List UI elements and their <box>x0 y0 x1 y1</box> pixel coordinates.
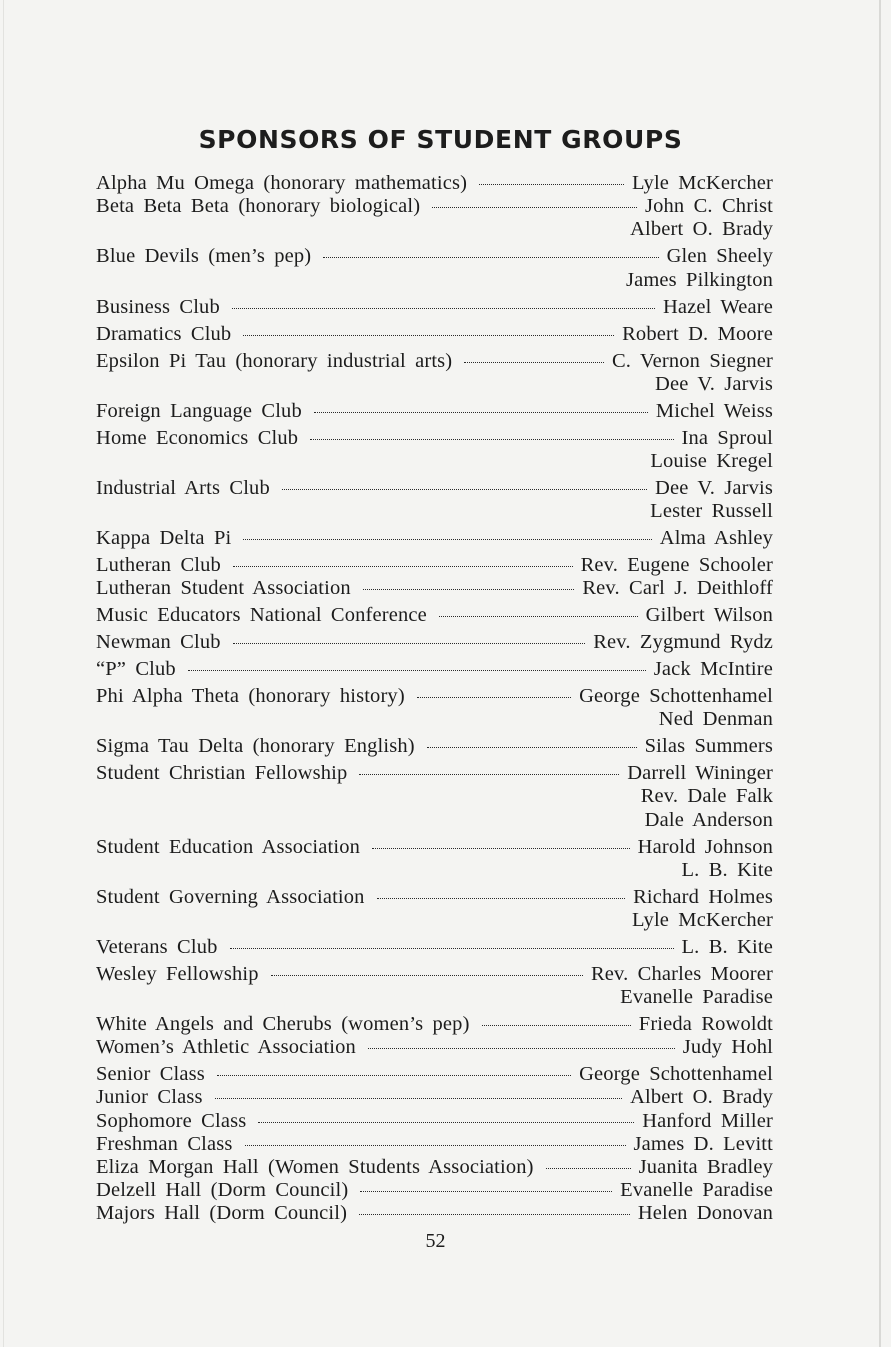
sponsor-name: Michel Weiss <box>655 399 773 422</box>
group-name: Foreign Language Club <box>96 399 302 422</box>
list-item-continuation <box>96 450 773 473</box>
list-item-continuation <box>96 859 773 882</box>
dot-leader <box>233 643 586 644</box>
sponsor-name: L. B. Kite <box>681 935 773 958</box>
dot-leader <box>243 539 651 540</box>
list-item-continuation <box>96 909 773 932</box>
dot-leader <box>215 1098 622 1099</box>
list-item <box>96 554 773 577</box>
group-name: Business Club <box>96 295 220 318</box>
group-name: Student Education Association <box>96 835 361 858</box>
list-item-continuation <box>96 373 773 396</box>
sponsor-name: Jack McIntire <box>653 658 773 681</box>
sponsor-name: Albert O. Brady <box>630 1086 773 1109</box>
sponsor-name: James Pilkington <box>625 268 773 291</box>
group-name: Junior Class <box>96 1086 203 1109</box>
dot-leader <box>464 362 604 363</box>
sponsor-name: Glen Sheely <box>666 245 773 268</box>
sponsor-name: Frieda Rowoldt <box>638 1013 773 1036</box>
list-item <box>96 1013 773 1036</box>
dot-leader <box>360 1191 612 1192</box>
list-item <box>96 195 773 218</box>
list-item <box>96 577 773 600</box>
list-item <box>96 427 773 450</box>
dot-leader <box>230 948 674 949</box>
group-name: Sophomore Class <box>96 1109 247 1132</box>
list-item <box>96 762 773 785</box>
group-name: Dramatics Club <box>96 322 232 345</box>
dot-leader <box>359 1214 630 1215</box>
list-item <box>96 836 773 859</box>
sponsor-name: Silas Summers <box>644 735 773 758</box>
list-item <box>96 1156 773 1179</box>
list-item-continuation <box>96 986 773 1009</box>
sponsor-name: Rev. Zygmund Rydz <box>593 631 773 654</box>
sponsor-list <box>96 172 773 1226</box>
group-name: Home Economics Club <box>96 426 299 449</box>
group-name: Student Christian Fellowship <box>96 762 348 785</box>
list-item <box>96 1110 773 1133</box>
list-item <box>96 631 773 654</box>
sponsor-name: Dee V. Jarvis <box>655 372 773 395</box>
dot-leader <box>417 697 571 698</box>
sponsor-name: Evanelle Paradise <box>620 986 773 1009</box>
page-right-edge <box>879 0 881 1347</box>
dot-leader <box>479 184 624 185</box>
group-name: White Angels and Cherubs (women’s pep) <box>96 1013 470 1036</box>
sponsor-name: Rev. Dale Falk <box>640 785 773 808</box>
page-left-edge <box>3 0 4 1347</box>
group-name: Alpha Mu Omega (honorary mathematics) <box>96 172 468 194</box>
sponsor-name: Hanford Miller <box>642 1109 773 1132</box>
dot-leader <box>271 975 583 976</box>
sponsor-name: George Schottenhamel <box>579 685 773 708</box>
group-name: Phi Alpha Theta (honorary history) <box>96 685 405 708</box>
sponsor-name: Richard Holmes <box>633 885 773 908</box>
group-name: “P” Club <box>96 658 176 681</box>
list-item <box>96 400 773 423</box>
dot-leader <box>310 439 673 440</box>
dot-leader <box>372 848 630 849</box>
list-item-continuation <box>96 500 773 523</box>
dot-leader <box>368 1048 675 1049</box>
group-name: Freshman Class <box>96 1132 233 1155</box>
list-item-continuation <box>96 785 773 808</box>
group-name: Newman Club <box>96 631 221 654</box>
sponsor-name: Ina Sproul <box>681 426 773 449</box>
dot-leader <box>377 898 626 899</box>
list-item-continuation <box>96 269 773 292</box>
sponsor-name: Rev. Charles Moorer <box>590 962 773 985</box>
dot-leader <box>432 207 637 208</box>
list-item <box>96 735 773 758</box>
list-item <box>96 963 773 986</box>
sponsor-name: Helen Donovan <box>637 1202 773 1225</box>
dot-leader <box>282 489 647 490</box>
list-item <box>96 1202 773 1225</box>
sponsor-name: Dee V. Jarvis <box>655 476 773 499</box>
group-name: Student Governing Association <box>96 885 365 908</box>
dot-leader <box>427 747 637 748</box>
sponsor-name: Albert O. Brady <box>630 218 773 241</box>
dot-leader <box>363 589 575 590</box>
dot-leader <box>245 1145 626 1146</box>
sponsor-name: John C. Christ <box>645 195 773 218</box>
group-name: Kappa Delta Pi <box>96 527 232 549</box>
list-item <box>96 527 773 550</box>
sponsor-name: James D. Levitt <box>633 1132 773 1155</box>
group-name: Lutheran Club <box>96 553 221 576</box>
sponsor-name: C. Vernon Siegner <box>611 349 773 372</box>
list-item <box>96 477 773 500</box>
list-item <box>96 1086 773 1109</box>
list-item <box>96 323 773 346</box>
list-item <box>96 1063 773 1086</box>
group-name: Sigma Tau Delta (honorary English) <box>96 735 415 758</box>
dot-leader <box>359 774 619 775</box>
sponsor-name: L. B. Kite <box>681 858 773 881</box>
group-name: Delzell Hall (Dorm Council) <box>96 1179 349 1202</box>
list-item <box>96 350 773 373</box>
list-item <box>96 886 773 909</box>
sponsor-name: Harold Johnson <box>637 835 773 858</box>
list-item-continuation <box>96 809 773 832</box>
sponsor-name: Gilbert Wilson <box>645 604 773 627</box>
sponsor-name: Lyle McKercher <box>632 172 773 194</box>
dot-leader <box>314 412 648 413</box>
list-item <box>96 685 773 708</box>
sponsor-name: Alma Ashley <box>659 527 773 549</box>
list-item <box>96 1179 773 1202</box>
sponsor-name: Robert D. Moore <box>622 322 773 345</box>
list-item-continuation <box>96 218 773 241</box>
sponsor-name: Dale Anderson <box>644 808 773 831</box>
list-item <box>96 172 773 195</box>
dot-leader <box>258 1122 634 1123</box>
group-name: Veterans Club <box>96 935 218 958</box>
dot-leader <box>439 616 638 617</box>
dot-leader <box>188 670 646 671</box>
group-name: Blue Devils (men’s pep) <box>96 245 312 268</box>
group-name: Women’s Athletic Association <box>96 1036 356 1059</box>
dot-leader <box>546 1168 631 1169</box>
sponsor-name: Ned Denman <box>658 708 773 731</box>
sponsor-name: George Schottenhamel <box>579 1063 773 1086</box>
group-name: Music Educators National Conference <box>96 604 427 627</box>
group-name: Majors Hall (Dorm Council) <box>96 1202 348 1225</box>
list-item-continuation <box>96 708 773 731</box>
sponsor-name: Lyle McKercher <box>632 908 773 931</box>
sponsor-name: Judy Hohl <box>682 1036 773 1059</box>
list-item <box>96 1133 773 1156</box>
list-item <box>96 658 773 681</box>
dot-leader <box>323 257 658 258</box>
group-name: Senior Class <box>96 1063 205 1086</box>
dot-leader <box>232 308 655 309</box>
list-item <box>96 1036 773 1059</box>
page-title: SPONSORS OF STUDENT GROUPS <box>198 125 683 154</box>
sponsor-name: Rev. Carl J. Deithloff <box>582 577 773 600</box>
sponsor-name: Darrell Wininger <box>627 762 773 785</box>
sponsor-name: Rev. Eugene Schooler <box>580 553 773 576</box>
group-name: Industrial Arts Club <box>96 476 270 499</box>
list-item <box>96 296 773 319</box>
group-name: Eliza Morgan Hall (Women Students Association) <box>96 1156 534 1179</box>
dot-leader <box>482 1025 631 1026</box>
sponsor-name: Hazel Weare <box>662 295 773 318</box>
sponsor-name: Lester Russell <box>650 500 773 523</box>
list-item <box>96 604 773 627</box>
list-item <box>96 245 773 268</box>
dot-leader <box>217 1075 571 1076</box>
group-name: Wesley Fellowship <box>96 962 259 985</box>
list-item <box>96 936 773 959</box>
dot-leader <box>233 566 573 567</box>
sponsor-name: Louise Kregel <box>650 449 773 472</box>
group-name: Beta Beta Beta (honorary biological) <box>96 195 421 218</box>
sponsor-name: Juanita Bradley <box>638 1156 773 1179</box>
sponsor-name: Evanelle Paradise <box>620 1179 773 1202</box>
page-number: 52 <box>425 1230 446 1252</box>
group-name: Lutheran Student Association <box>96 577 351 600</box>
dot-leader <box>243 335 614 336</box>
group-name: Epsilon Pi Tau (honorary industrial arts) <box>96 349 453 372</box>
